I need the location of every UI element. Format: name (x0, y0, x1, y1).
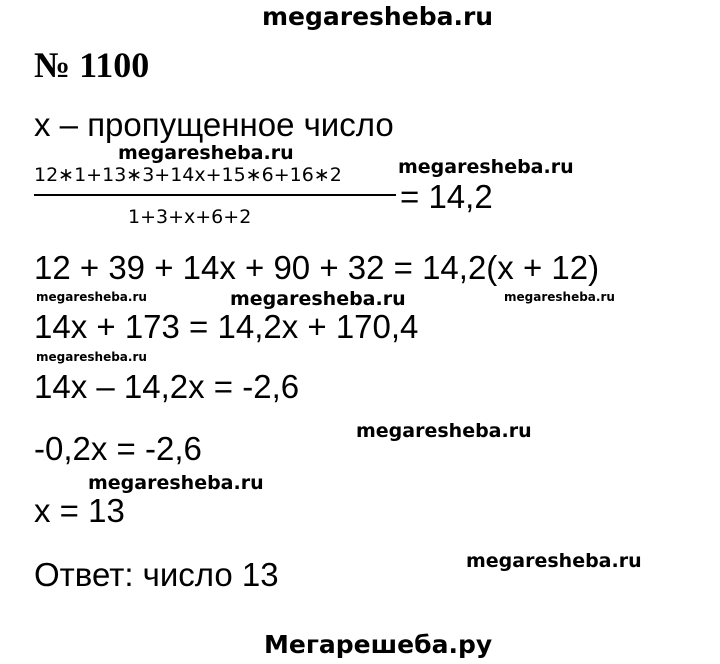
watermark-bottom: Мегарешеба.ру (264, 630, 493, 659)
watermark: megaresheba.ru (466, 550, 642, 572)
problem-number: № 1100 (34, 45, 150, 85)
watermark: megaresheba.ru (398, 156, 574, 178)
equation-step-5: x = 13 (34, 492, 125, 529)
fraction-denominator: 1+3+x+6+2 (128, 206, 252, 228)
fraction-rhs: = 14,2 (400, 178, 493, 215)
watermark: megaresheba.ru (504, 290, 615, 304)
equation-step-3: 14x – 14,2x = -2,6 (34, 368, 300, 405)
watermark: megaresheba.ru (36, 290, 147, 304)
equation-step-4: -0,2x = -2,6 (34, 430, 202, 467)
answer-text: Ответ: число 13 (34, 556, 279, 593)
fraction-bar (34, 194, 396, 196)
watermark: megaresheba.ru (36, 350, 147, 364)
watermark: megaresheba.ru (230, 288, 406, 310)
watermark: megaresheba.ru (356, 420, 532, 442)
intro-text: x – пропущенное число (34, 106, 394, 143)
watermark: megaresheba.ru (118, 142, 294, 164)
watermark: megaresheba.ru (88, 472, 264, 494)
watermark-top: megaresheba.ru (262, 2, 494, 31)
equation-step-2: 14x + 173 = 14,2x + 170,4 (34, 308, 419, 345)
fraction-numerator: 12∗1+13∗3+14x+15∗6+16∗2 (34, 164, 342, 186)
equation-step-1: 12 + 39 + 14x + 90 + 32 = 14,2(x + 12) (34, 249, 600, 286)
